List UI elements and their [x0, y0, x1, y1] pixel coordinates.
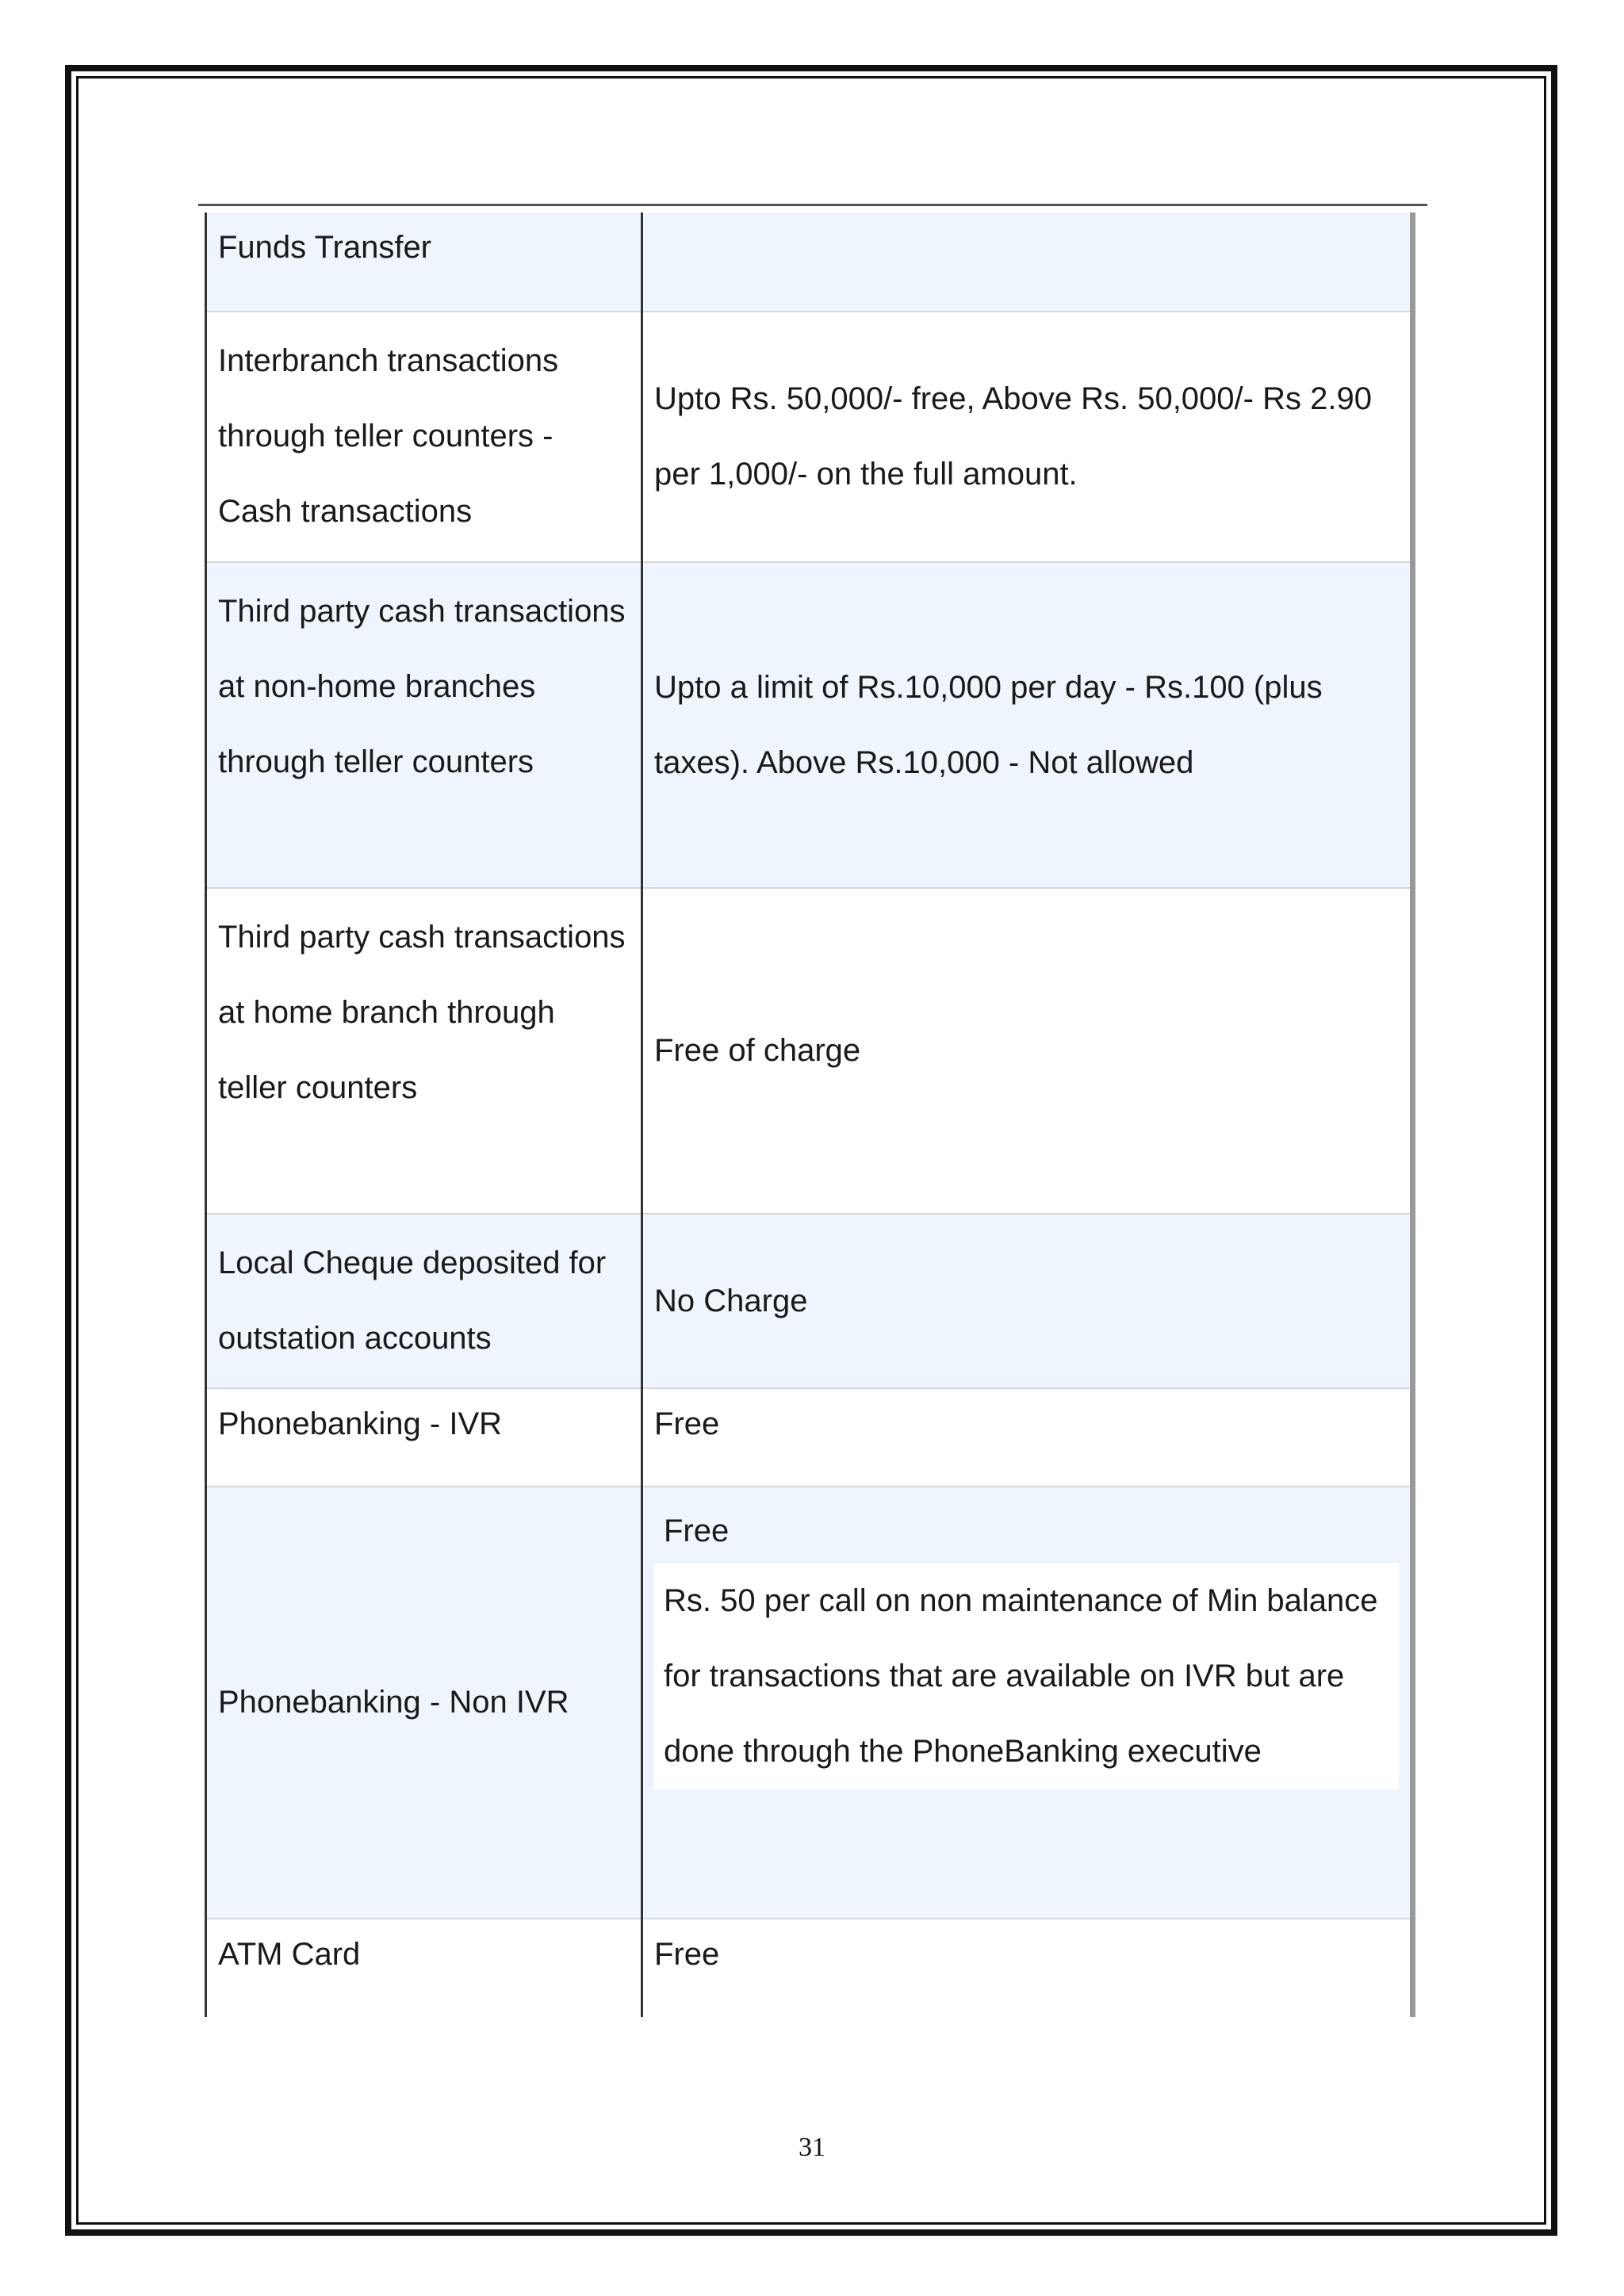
table-row: [206, 1388, 1413, 1487]
row-label: Third party cash transactions at non-home branches through teller counters: [206, 562, 642, 888]
row-value: Free: [664, 1513, 730, 1548]
row-value: Upto Rs. 50,000/- free, Above Rs. 50,000/- Rs 2.90 per 1,000/- on the full amount.: [642, 312, 1413, 562]
page-number: 31: [799, 2133, 825, 2162]
fee-table: [205, 212, 1415, 2017]
row-value: Free: [642, 1919, 1413, 2017]
row-label: Phonebanking - IVR: [206, 1388, 642, 1487]
row-label: Third party cash transactions at home branch through teller counters: [206, 888, 642, 1214]
table-row: [206, 1214, 1413, 1388]
table-row: [206, 1487, 1413, 1919]
row-label: ATM Card: [206, 1919, 642, 2017]
table-row: [206, 888, 1413, 1214]
row-value-group: [642, 1487, 1413, 1919]
table-row: [206, 1919, 1413, 2017]
row-value-detail: Rs. 50 per call on non maintenance of Min balance for transactions that are available on IVR but are done through the PhoneBanking executive: [654, 1563, 1399, 1789]
row-label: Interbranch transactions through teller counters - Cash transactions: [206, 312, 642, 562]
header-rule: [198, 204, 1427, 206]
table-row: [206, 562, 1413, 888]
row-value: [642, 212, 1413, 312]
row-value: No Charge: [642, 1214, 1413, 1388]
row-label: Local Cheque deposited for outstation accounts: [206, 1214, 642, 1388]
row-value: Free of charge: [642, 888, 1413, 1214]
row-label: Funds Transfer: [206, 212, 642, 312]
row-value: Upto a limit of Rs.10,000 per day - Rs.100 (plus taxes). Above Rs.10,000 - Not allowed: [642, 562, 1413, 888]
table-row: [206, 312, 1413, 562]
row-value: Free: [642, 1388, 1413, 1487]
table-row: [206, 212, 1413, 312]
row-label: Phonebanking - Non IVR: [206, 1487, 642, 1919]
